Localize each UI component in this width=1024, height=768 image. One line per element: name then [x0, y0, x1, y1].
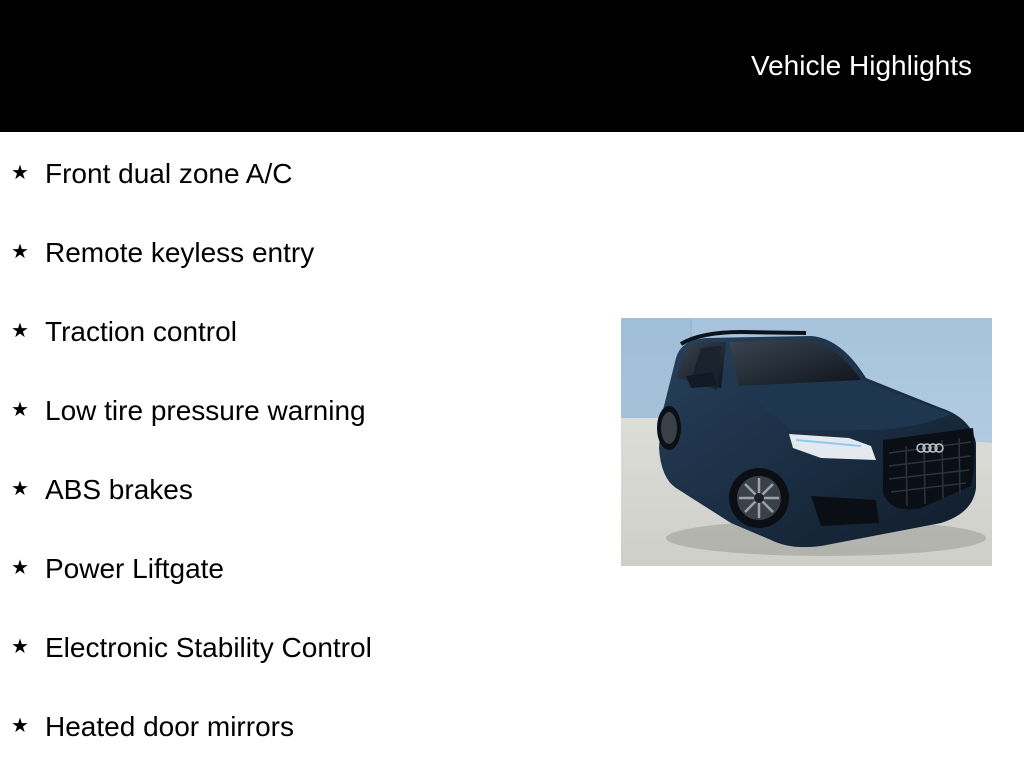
list-item [0, 470, 600, 510]
star-icon: ★ [11, 397, 29, 421]
page-header [0, 0, 1024, 132]
highlight-label: Heated door mirrors [45, 711, 294, 742]
highlight-label: Low tire pressure warning [45, 395, 366, 426]
list-item [0, 707, 600, 747]
list-item [0, 233, 600, 273]
star-icon: ★ [11, 634, 29, 658]
page-title: Vehicle Highlights [750, 50, 972, 81]
star-icon: ★ [11, 713, 29, 737]
star-icon: ★ [11, 160, 29, 184]
star-icon: ★ [11, 555, 29, 579]
list-item [0, 312, 600, 352]
vehicle-photo-illustration [621, 318, 992, 566]
star-icon: ★ [11, 318, 29, 342]
vehicle-photo [621, 318, 992, 566]
highlight-label: ABS brakes [45, 474, 193, 505]
highlight-label: Electronic Stability Control [45, 632, 372, 663]
highlight-label: Power Liftgate [45, 553, 224, 584]
list-item [0, 154, 600, 194]
star-icon: ★ [11, 239, 29, 263]
list-item [0, 549, 600, 589]
highlight-label: Front dual zone A/C [45, 158, 293, 189]
highlight-label: Remote keyless entry [45, 237, 315, 268]
list-item [0, 628, 600, 668]
list-item [0, 391, 600, 431]
highlight-label: Traction control [45, 316, 237, 347]
star-icon: ★ [11, 476, 29, 500]
